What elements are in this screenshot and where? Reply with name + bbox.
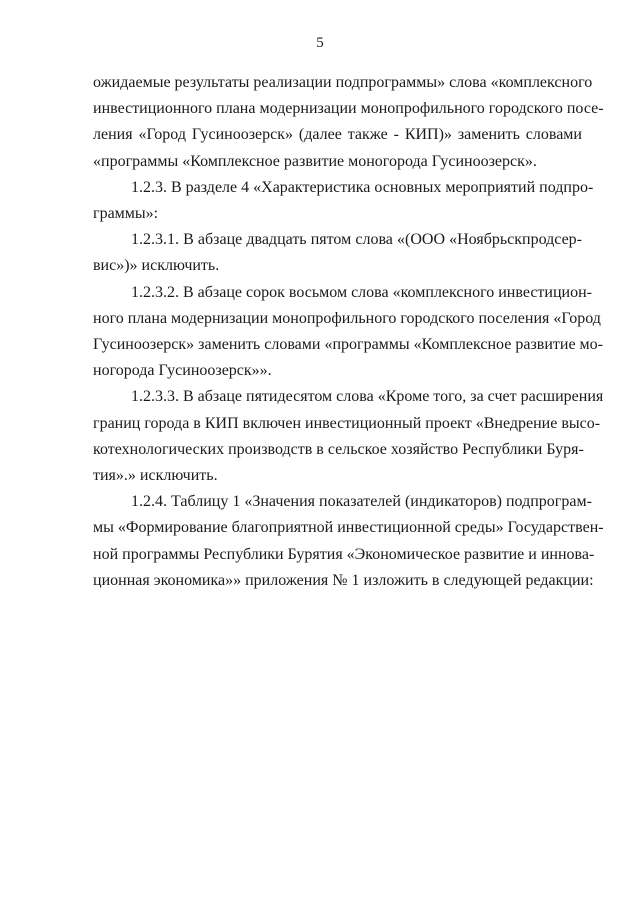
text-line: ной программы Республики Бурятия «Экономическое развитие и иннова- xyxy=(93,545,595,563)
text-line: ногорода Гусиноозерск»». xyxy=(93,362,272,380)
paragraph xyxy=(93,384,604,489)
text-line: инвестиционного плана модернизации монопрофильного городского посе- xyxy=(93,100,604,118)
text-line: 1.2.3.2. В абзаце сорок восьмом слова «комплексного инвестицион- xyxy=(131,283,592,301)
text-line: 1.2.3. В разделе 4 «Характеристика основных мероприятий подпро- xyxy=(131,178,594,196)
page-number: 5 xyxy=(316,35,324,51)
paragraph xyxy=(93,489,604,594)
text-line: ционная экономика»» приложения № 1 изложить в следующей редакции: xyxy=(93,571,594,589)
text-line: «программы «Комплексное развитие моногорода Гусиноозерск». xyxy=(93,152,537,170)
text-line: Гусиноозерск» заменить словами «программы «Комплексное развитие мо- xyxy=(93,336,603,354)
text-line: граммы»: xyxy=(93,205,159,223)
paragraph xyxy=(93,70,604,175)
paragraph xyxy=(93,280,603,385)
text-line: мы «Формирование благоприятной инвестиционной среды» Государствен- xyxy=(93,519,604,537)
text-line: ожидаемые результаты реализации подпрограммы» слова «комплексного xyxy=(93,74,593,91)
text-line: ления «Город Гусиноозерск» (далее также - КИП)» заменить словами xyxy=(93,126,582,144)
text-line: котехнологических производств в сельское хозяйство Республики Буря- xyxy=(93,440,584,458)
text-line: ного плана модернизации монопрофильного городского поселения «Город xyxy=(93,309,601,327)
text-line: 1.2.4. Таблицу 1 «Значения показателей (индикаторов) подпрограм- xyxy=(131,493,592,511)
paragraph xyxy=(93,175,594,227)
text-line: вис»)» исключить. xyxy=(93,257,220,275)
text-line: 1.2.3.1. В абзаце двадцать пятом слова «(ООО «Ноябрьскпродсер- xyxy=(131,231,582,249)
text-line: 1.2.3.3. В абзаце пятидесятом слова «Кроме того, за счет расширения xyxy=(131,388,604,406)
paragraph xyxy=(93,227,582,279)
document-body xyxy=(93,70,604,594)
text-line: тия».» исключить. xyxy=(93,467,218,485)
text-line: границ города в КИП включен инвестиционный проект «Внедрение высо- xyxy=(93,414,601,432)
